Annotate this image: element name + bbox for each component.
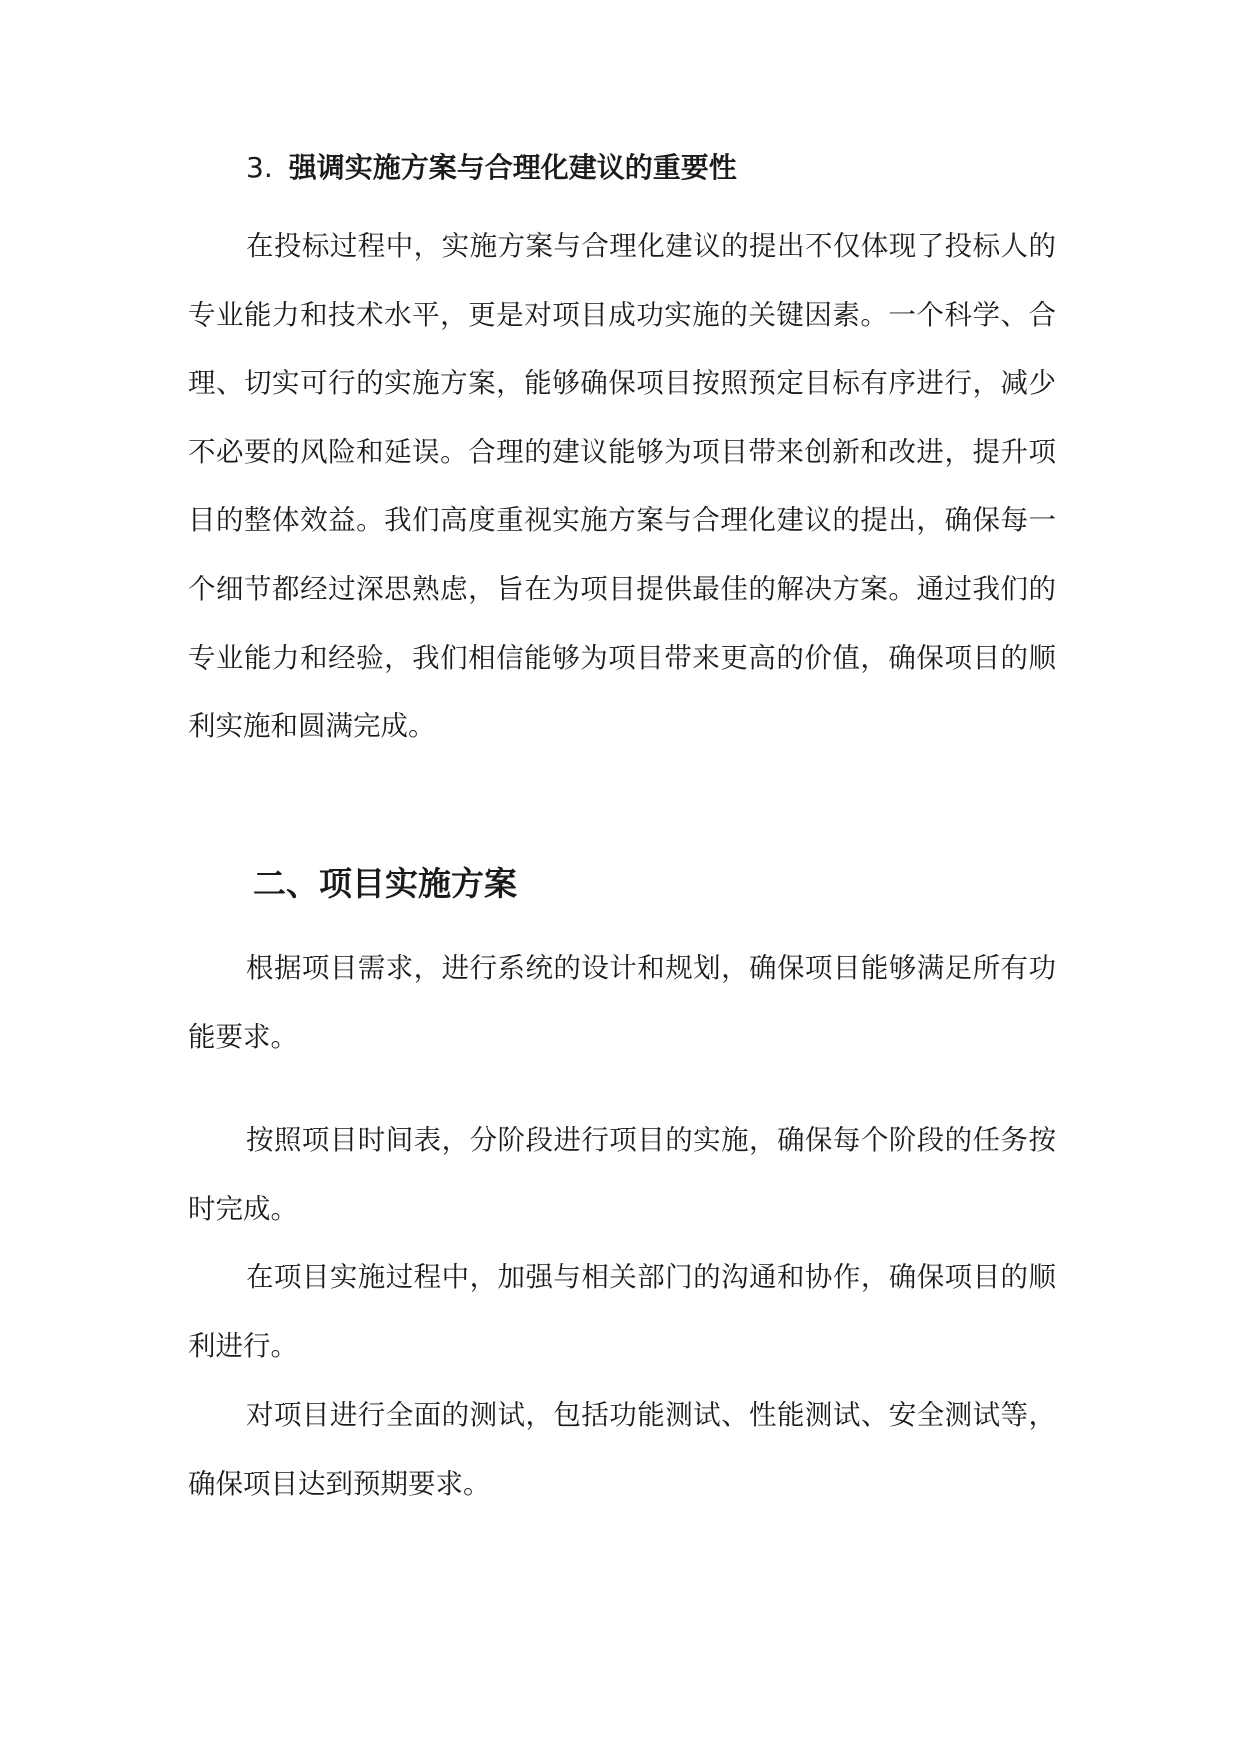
paragraph-design: 根据项目需求，进行系统的设计和规划，确保项目能够满足所有功能要求。 xyxy=(188,952,1056,1053)
paragraph-schedule: 按照项目时间表，分阶段进行项目的实施，确保每个阶段的任务按时完成。 xyxy=(188,1124,1056,1225)
subsection-number: 3. xyxy=(246,151,273,184)
paragraph-importance: 在投标过程中，实施方案与合理化建议的提出不仅体现了投标人的专业能力和技术水平，更是对项目成功实施的关键因素。一个科学、合理、切实可行的实施方案，能够确保项目按照预定目标有序进行，减少不必要的风险和延误。合理的建议能够为项目带来创新和改进，提升项目的整体效益。我们高度重视实施方案与合理化建议的提出，确保每一个细节都经过深思熟虑，旨在为项目提供最佳的解决方案。通过我们的专业能力和经验，我们相信能够为项目带来更高的价值，确保项目的顺利实施和圆满完成。 xyxy=(188,230,1056,743)
paragraph-communication: 在项目实施过程中，加强与相关部门的沟通和协作，确保项目的顺利进行。 xyxy=(188,1261,1056,1362)
paragraph-testing: 对项目进行全面的测试，包括功能测试、性能测试、安全测试等，确保项目达到预期要求。 xyxy=(188,1399,1056,1500)
subsection-title: 强调实施方案与合理化建议的重要性 xyxy=(288,151,737,184)
subsection-heading xyxy=(246,148,737,188)
section-heading: 二、项目实施方案 xyxy=(253,864,517,903)
